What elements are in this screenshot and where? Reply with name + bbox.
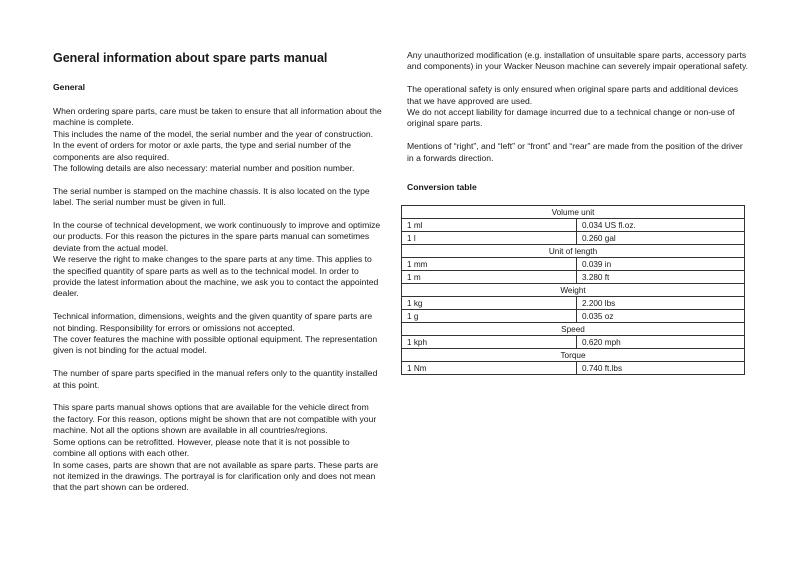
- imperial-value-cell: 0.034 US fl.oz.: [577, 219, 745, 232]
- left-sentence: Some options can be retrofitted. However, please note that it is not possible to combine all options with each other.: [53, 436, 350, 459]
- general-heading: General: [53, 82, 86, 92]
- unit-header: Volume unit: [402, 206, 745, 219]
- left-sentence: The number of spare parts specified in the manual refers only to the quantity installed at this point.: [53, 368, 378, 390]
- right-sentence: Any unauthorized modification (e.g. installation of unsuitable spare parts, accessory parts and components) in your Wacker Neuson machine can severely impair operational safety.: [407, 50, 749, 72]
- left-paragraph: [53, 186, 383, 209]
- right-body: [407, 50, 749, 164]
- table-row: [402, 258, 745, 271]
- imperial-value-cell: 0.260 gal: [577, 232, 745, 245]
- left-sentence: This spare parts manual shows options that are available for the vehicle direct from the factory. For this reason, options might be shown that are not compatible with your machine. Not all the options shown are available in all countries/regions.: [53, 402, 377, 436]
- unit-header: Torque: [402, 349, 745, 362]
- metric-value-cell: 1 mm: [402, 258, 577, 271]
- table-row: [402, 271, 745, 284]
- page-title: General information about spare parts manual: [53, 51, 328, 65]
- metric-value-cell: 1 ml: [402, 219, 577, 232]
- table-row: [402, 336, 745, 349]
- unit-header-row: [402, 323, 745, 336]
- left-body: [53, 106, 383, 494]
- metric-value-cell: 1 l: [402, 232, 577, 245]
- left-sentence: In the event of orders for motor or axle parts, the type and serial number of the components are also required.: [53, 140, 352, 162]
- left-column: [53, 50, 383, 505]
- left-sentence: We reserve the right to make changes to the spare parts at any time. This applies to the specified quantity of spare parts as well as to the technical model. In order to provide the latest information about the machine, we ask you to contact the appointed dealer.: [53, 254, 379, 299]
- right-sentence: The operational safety is only ensured when original spare parts and additional devices that we have approved are used.: [407, 84, 739, 106]
- imperial-value-cell: 2.200 lbs: [577, 297, 745, 310]
- left-paragraph: [53, 402, 383, 493]
- table-row: [402, 310, 745, 323]
- imperial-value-cell: 0.035 oz: [577, 310, 745, 323]
- table-row: [402, 232, 745, 245]
- left-sentence: The serial number is stamped on the machine chassis. It is also located on the type label. The serial number must be given in full.: [53, 185, 370, 208]
- unit-header-row: [402, 284, 745, 297]
- unit-header: Speed: [402, 323, 745, 336]
- left-paragraph: [53, 220, 383, 300]
- left-sentence: In some cases, parts are shown that are not available as spare parts. These parts are not itemized in the drawings. The portrayal is for clarification only and does not mean that the part shown can be ordered.: [53, 459, 379, 493]
- imperial-value-cell: 0.620 mph: [577, 336, 745, 349]
- right-sentence: We do not accept liability for damage incurred due to a technical change or non-use of original spare parts.: [407, 107, 735, 129]
- right-paragraph: [407, 50, 749, 73]
- left-sentence: When ordering spare parts, care must be taken to ensure that all information about the machine is complete.: [53, 106, 382, 128]
- unit-header-row: [402, 349, 745, 362]
- imperial-value-cell: 0.740 ft.lbs: [577, 362, 745, 375]
- conversion-table: [401, 205, 745, 375]
- left-sentence: The cover features the machine with possible optional equipment. The representation given is not binding for the actual model.: [53, 334, 378, 356]
- table-row: [402, 297, 745, 310]
- metric-value-cell: 1 kg: [402, 297, 577, 310]
- left-paragraph: [53, 106, 383, 174]
- left-sentence: Technical information, dimensions, weights and the given quantity of spare parts are not binding. Responsibility for errors or omissions not accepted.: [53, 311, 373, 333]
- left-sentence: In the course of technical development, we work continuously to improve and optimize our products. For this reason the pictures in the spare parts manual can sometimes deviate from the actual model.: [53, 220, 381, 253]
- metric-value-cell: 1 m: [402, 271, 577, 284]
- left-sentence: This includes the name of the model, the serial number and the year of construction.: [53, 128, 374, 139]
- conversion-table-title: Conversion table: [407, 182, 477, 193]
- left-paragraph: [53, 368, 383, 391]
- metric-value-cell: 1 kph: [402, 336, 577, 349]
- table-row: [402, 362, 745, 375]
- unit-header: Weight: [402, 284, 745, 297]
- table-row: [402, 219, 745, 232]
- unit-header-row: [402, 245, 745, 258]
- left-sentence: The following details are also necessary: material number and position number.: [53, 163, 355, 174]
- imperial-value-cell: 0.039 in: [577, 258, 745, 271]
- metric-value-cell: 1 Nm: [402, 362, 577, 375]
- right-column: [407, 50, 749, 375]
- imperial-value-cell: 3.280 ft: [577, 271, 745, 284]
- right-paragraph: [407, 141, 749, 164]
- right-paragraph: [407, 84, 749, 130]
- unit-header-row: [402, 206, 745, 219]
- left-paragraph: [53, 311, 383, 357]
- unit-header: Unit of length: [402, 245, 745, 258]
- right-sentence: Mentions of “right”, and “left” or “front” and “rear” are made from the position of the driver in a forwards direction.: [407, 141, 743, 163]
- metric-value-cell: 1 g: [402, 310, 577, 323]
